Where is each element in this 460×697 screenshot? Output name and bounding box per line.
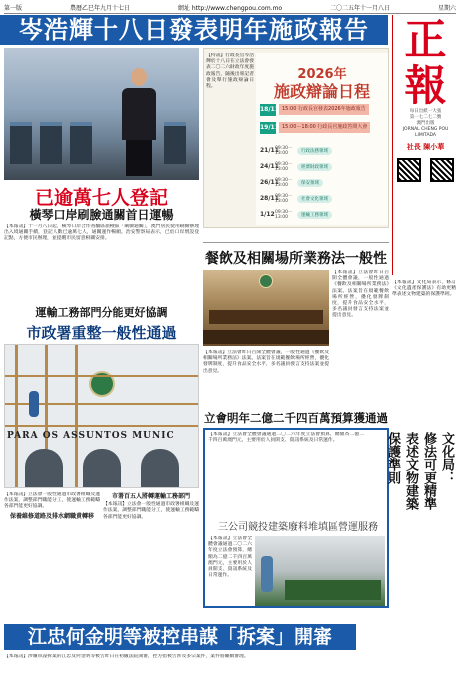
- schedule-date: 19/11: [260, 122, 276, 134]
- legislature-photo: [203, 270, 329, 346]
- arch: [25, 449, 63, 488]
- story1-headline: 已逾萬七人登記: [34, 187, 168, 209]
- masthead-line: 澳門出版: [416, 121, 435, 126]
- gate-machine: [70, 122, 92, 164]
- schedule-title: 施政辯論日程: [273, 82, 370, 101]
- schedule-item: [260, 177, 323, 188]
- vertical-line: 保護準則: [385, 432, 400, 484]
- story4-subhead: 三公司競投建築廢料堆填區營運服務: [218, 522, 378, 533]
- item-tag: 運輸工務領域: [297, 211, 332, 219]
- table: [285, 580, 381, 600]
- schedule-time: 15:00: [282, 106, 297, 112]
- story1-subhead: 橫琴口岸刷臉通關首日運暢: [29, 208, 174, 222]
- schedule-panel: [203, 48, 389, 228]
- schedule-bar: [279, 122, 370, 133]
- story4-text-2: 【本報訊】立法會全體會議通過二〇二六年度立法會預算，總額為二億二千四百萬澳門元，主要用於人員開支、資訊系統及日常運作。: [208, 536, 252, 579]
- story3-kicker: 運輸工務部門分能更好協調: [35, 306, 168, 319]
- worker-figure: [29, 391, 39, 417]
- gate-machine: [40, 122, 62, 164]
- vertical-line: 文化局：: [439, 432, 454, 484]
- story2-body: [203, 350, 329, 406]
- scaffold: [15, 345, 18, 488]
- story2-text: 【本報訊】立法會昨日召開全體會議，一般性通過《餐飲及相關場所業務法》法案。法案旨在規範餐飲場所經營，優化發牌制度，提升食品安全水平，多名議員發言支持法案並提出意見。: [332, 270, 389, 319]
- bottom-headline: 江忠何金明等被控串謀「拆案」開審: [4, 624, 356, 650]
- gate-machine: [164, 122, 186, 164]
- schedule-intro: [206, 53, 254, 225]
- item-date: 21/11: [260, 147, 279, 154]
- story2-text-2: 【本報訊】立法會昨日召開全體會議，一般性通過《餐飲及相關場所業務法》法案。法案旨在規範餐飲場所經營，優化發牌制度，提升食品安全水平，多名議員發言支持法案並提出意見。: [203, 350, 329, 374]
- schedule-year: 2026年: [297, 67, 347, 82]
- arch: [141, 449, 179, 488]
- weekday: 星期六: [437, 5, 456, 12]
- scaffold: [75, 345, 78, 488]
- item-tag: 行政法務領域: [297, 147, 332, 155]
- story3-text: 【本報訊】立法會一般性通過市政署組織及運作法案，調整部門職能分工，使運輸工務範疇各部門能更好協調。: [4, 492, 100, 510]
- item-time: 09:30－13:00: [275, 178, 293, 188]
- municipal-building-photo: [4, 344, 199, 488]
- desk: [209, 310, 323, 324]
- meeting-photo: [255, 536, 385, 606]
- schedule-graphic: [256, 53, 388, 225]
- scaffold: [5, 375, 199, 377]
- item-date: 1/12: [260, 211, 275, 218]
- issue-date: 二〇二五年十一月八日: [330, 5, 391, 12]
- publisher: 社長 陳小華: [406, 143, 445, 151]
- masthead-title: 正報: [404, 15, 447, 110]
- officer-figure: [122, 68, 156, 176]
- lunar-date: 農曆乙巳年九月十七日: [69, 5, 130, 12]
- desk: [203, 330, 329, 344]
- item-time: 09:30－13:00: [275, 162, 293, 172]
- qr-code-icon[interactable]: [397, 158, 421, 182]
- schedule-item: [260, 161, 332, 172]
- story3-body-left: [4, 492, 100, 620]
- story4-text: 【本報訊】立法會全體會議通過二〇二六年度立法會預算，總額為二億二千四百萬澳門元，主要用於人員開支、資訊系統及日常運作。: [208, 432, 364, 444]
- story3-subhead2: 市署百五人將轉運輸工務部門: [111, 493, 190, 500]
- story2-side: [332, 270, 389, 406]
- item-time: 09:30－13:00: [275, 210, 293, 220]
- main-headline: 岑浩輝十八日發表明年施政報告: [0, 15, 388, 45]
- bottom-text: 【本報訊】涉嫌串謀拆案的江忠及何金明等被告昨日在初級法院開審，控方指被告涉及多宗案件，案件將繼續審理。: [4, 654, 249, 659]
- masthead-line: JORNAL CHENG POU LIMITADA: [402, 127, 449, 138]
- item-date: 26/11: [260, 179, 279, 186]
- item-tag: 保安領域: [297, 179, 323, 187]
- item-tag: 社會文化領域: [297, 195, 332, 203]
- masthead: [392, 15, 458, 275]
- site-url[interactable]: http://www.chengpou.com.mo: [191, 5, 283, 12]
- url-block: [178, 3, 282, 12]
- schedule-row: [260, 103, 369, 116]
- story5-text: 【本報訊】文化局表示，修訂《文化遺產保護法》有助更精準表述文物建築的保護準則。: [392, 280, 456, 298]
- story3-headline: 市政署重整一般性通過: [26, 324, 177, 342]
- masthead-line: 第一七二七二號: [409, 115, 442, 120]
- story4-headline: 立會明年二億二千四百萬預算獲通過: [204, 411, 388, 425]
- story4-side: [208, 536, 252, 606]
- divider: [203, 242, 389, 243]
- qr-code-icon[interactable]: [430, 158, 454, 182]
- schedule-item: [260, 193, 332, 204]
- scaffold: [5, 425, 199, 427]
- folio-line: [4, 2, 456, 14]
- item-date: 24/11: [260, 163, 279, 170]
- story3-body-right: [103, 492, 199, 620]
- story5-body: [392, 280, 456, 428]
- story3-text-2: 【本報訊】立法會一般性通過市政署組織及運作法案，調整部門職能分工，使運輸工務範疇各部門能更好協調。: [103, 502, 199, 520]
- border-gate-photo: [4, 48, 199, 180]
- figure: [261, 556, 273, 592]
- url-label: 網址: [177, 5, 190, 12]
- story2-headline: 餐飲及相關場所業務法一般性: [205, 251, 387, 267]
- bottom-body: [4, 654, 456, 694]
- vertical-line: 表述文物建築: [403, 432, 418, 510]
- qr-codes: [393, 158, 458, 182]
- story5-vertical-title: [370, 432, 458, 617]
- gate-machine: [10, 122, 32, 164]
- schedule-text: 行政長官施政答問大會: [317, 124, 368, 130]
- story3-subhead1: 保養維修道路及排水網職責轉移: [9, 512, 94, 520]
- page-number: 第一版: [4, 5, 23, 12]
- schedule-date: 18/11: [260, 104, 276, 116]
- story4-body: [208, 432, 364, 516]
- schedule-text: 行政長官發表2026年施政報告: [298, 106, 366, 112]
- arch: [83, 449, 121, 488]
- schedule-time: 15:00－18:00: [282, 124, 316, 130]
- schedule-bar: [279, 104, 369, 115]
- vertical-line: 修法可更精準: [421, 432, 436, 510]
- schedule-item: [260, 145, 332, 156]
- item-time: 09:30－13:00: [275, 146, 293, 156]
- item-time: 09:30－13:00: [275, 194, 293, 204]
- masthead-line: 每日出紙一大張: [409, 109, 442, 114]
- schedule-row: [260, 121, 370, 134]
- schedule-item: [260, 209, 332, 220]
- item-tag: 經濟財政領域: [297, 163, 332, 171]
- story1-text: 【本報訊】十一月八日起，橫琴口岸合作查驗區旅檢區「刷臉通關」，澳門居民使用刷臉辦理出入境通關手續，登記人數已逾萬七人，通關運作暢順。治安警察局表示，已於口岸增設登記點，方便市民辦理，並提醒市民留意相關安排。: [4, 224, 199, 242]
- story1-body: [4, 224, 199, 302]
- item-date: 28/11: [260, 195, 279, 202]
- facade-sign: PARA OS ASSUNTOS MUNIC: [7, 431, 175, 441]
- schedule-intro-text: 【特訊】行政長官岑浩輝於十八日在立法會發表二〇二六財政年度施政報告，隨後出席記者會及舉行施政辯論日程。: [206, 53, 254, 90]
- emblem-icon: [259, 274, 273, 288]
